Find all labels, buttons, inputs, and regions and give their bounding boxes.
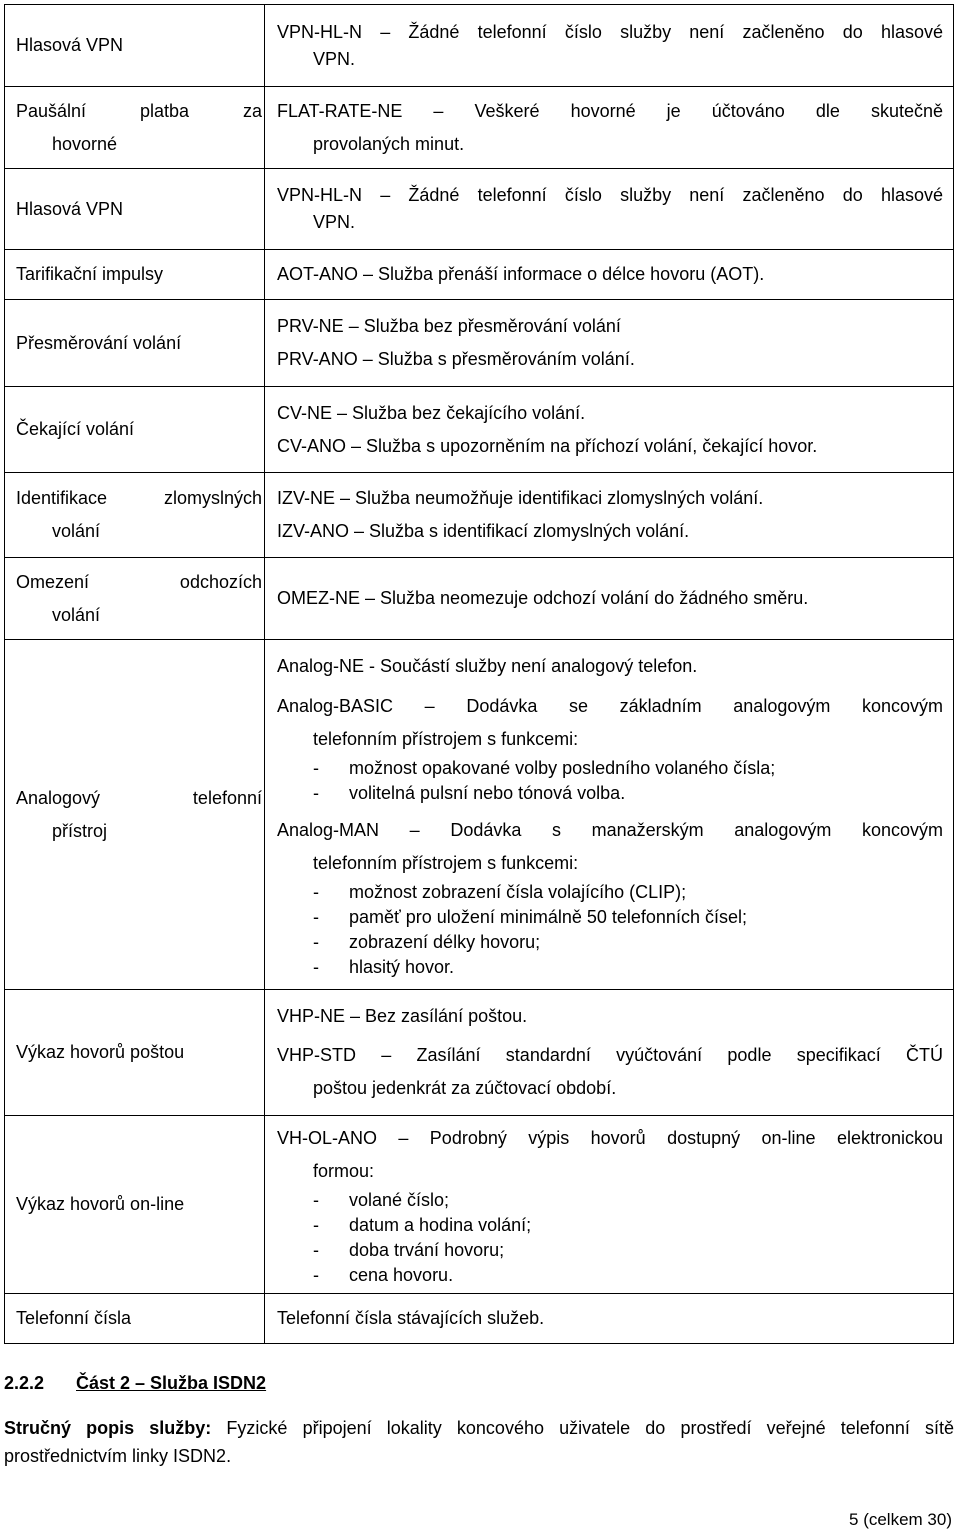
row-label <box>5 640 265 990</box>
value-line: VPN. <box>313 48 356 69</box>
row-value <box>265 640 954 990</box>
row-value <box>265 5 954 87</box>
label-line: přístroj <box>52 820 108 841</box>
value-line: VH-OL-ANO – Podrobný výpis hovorů dostupný on-line elektronickou <box>277 1127 943 1148</box>
row-value <box>265 558 954 640</box>
row-label: Přesměrování volání <box>5 300 265 387</box>
value-line: provolaných minut. <box>313 133 465 154</box>
row-label: Tarifikační impulsy <box>5 250 265 300</box>
value-line: telefonním přístrojem s funkcemi: <box>313 852 579 873</box>
row-value <box>265 473 954 558</box>
row-label: Výkaz hovorů on-line <box>5 1116 265 1294</box>
value-line: VPN-HL-N – Žádné telefonní číslo služby není začleněno do hlasové <box>277 185 943 205</box>
section-number: 2.2.2 <box>4 1373 45 1393</box>
value-line: Telefonní čísla stávajících služeb. <box>277 1308 545 1328</box>
value-line: IZV-NE – Služba neumožňuje identifikaci zlomyslných volání. <box>277 488 764 508</box>
value-line: PRV-ANO – Služba s přesměrováním volání. <box>277 349 635 369</box>
row-label: Hlasová VPN <box>5 169 265 250</box>
description-text: Fyzické připojení lokality koncového uživatele do prostředí veřejné telefonní sítě prostřednictvím linky ISDN2. <box>4 1418 954 1466</box>
list-item: - cena hovoru. <box>313 1264 454 1285</box>
label-line: Identifikace zlomyslných <box>16 488 262 508</box>
value-line: Analog-NE - Součástí služby není analogový telefon. <box>277 655 698 676</box>
value-line: VHP-STD – Zasílání standardní vyúčtování podle specifikací ČTÚ <box>277 1045 943 1065</box>
table-row <box>5 640 954 990</box>
table-row <box>5 473 954 558</box>
list-item: - doba trvání hovoru; <box>313 1239 505 1260</box>
row-value <box>265 1294 954 1344</box>
label-line: Analogový telefonní <box>16 787 262 808</box>
row-value <box>265 250 954 300</box>
table-row <box>5 5 954 87</box>
value-line: OMEZ-NE – Služba neomezuje odchozí volání do žádného směru. <box>277 588 809 608</box>
table-row <box>5 990 954 1116</box>
services-table <box>4 4 954 1344</box>
label-line: Omezení odchozích <box>16 571 262 592</box>
value-line: PRV-NE – Služba bez přesměrování volání <box>277 316 621 336</box>
table-row <box>5 1116 954 1294</box>
row-value <box>265 990 954 1116</box>
row-value <box>265 300 954 387</box>
label-line: hovorné <box>52 133 118 154</box>
row-label: Hlasová VPN <box>5 5 265 87</box>
row-label: Telefonní čísla <box>5 1294 265 1344</box>
row-value <box>265 169 954 250</box>
table-row <box>5 169 954 250</box>
section-title: Část 2 – Služba ISDN2 <box>76 1373 267 1393</box>
row-value <box>265 1116 954 1294</box>
value-line: Analog-MAN – Dodávka s manažerským analogovým koncovým <box>277 819 943 840</box>
list-item: - datum a hodina volání; <box>313 1214 532 1235</box>
list-item: - volitelná pulsní nebo tónová volba. <box>313 782 626 803</box>
value-line: AOT-ANO – Služba přenáší informace o délce hovoru (AOT). <box>277 264 765 284</box>
value-line: VHP-NE – Bez zasílání poštou. <box>277 1006 528 1026</box>
description-label: Stručný popis služby: <box>4 1418 212 1438</box>
table-row <box>5 87 954 169</box>
row-label <box>5 473 265 558</box>
value-line: FLAT-RATE-NE – Veškeré hovorné je účtováno dle skutečně <box>277 100 943 121</box>
label-line: volání <box>52 521 101 541</box>
section-heading <box>4 1373 266 1394</box>
value-line: CV-NE – Služba bez čekajícího volání. <box>277 402 586 423</box>
value-line: Analog-BASIC – Dodávka se základním analogovým koncovým <box>277 695 943 716</box>
value-line: VPN-HL-N – Žádné telefonní číslo služby není začleněno do hlasové <box>277 21 943 42</box>
value-line: telefonním přístrojem s funkcemi: <box>313 728 579 749</box>
row-label <box>5 558 265 640</box>
value-line: poštou jedenkrát za zúčtovací období. <box>313 1078 617 1098</box>
page-number: 5 (celkem 30) <box>849 1510 952 1529</box>
list-item: - volané číslo; <box>313 1189 450 1210</box>
row-label <box>5 87 265 169</box>
table-row <box>5 300 954 387</box>
table-row <box>5 387 954 473</box>
list-item: - paměť pro uložení minimálně 50 telefonních čísel; <box>313 906 747 927</box>
label-line: volání <box>52 604 101 625</box>
value-line: VPN. <box>313 212 356 232</box>
list-item: - možnost opakované volby posledního volaného čísla; <box>313 757 776 778</box>
list-item: - možnost zobrazení čísla volajícího (CLIP); <box>313 881 687 902</box>
list-item: - zobrazení délky hovoru; <box>313 931 541 952</box>
value-line: formou: <box>313 1160 375 1181</box>
service-description <box>4 1414 954 1470</box>
value-line: CV-ANO – Služba s upozorněním na příchozí volání, čekající hovor. <box>277 435 818 456</box>
label-line: Paušální platba za <box>16 100 262 121</box>
list-item: - hlasitý hovor. <box>313 956 455 977</box>
row-value <box>265 87 954 169</box>
table-row <box>5 250 954 300</box>
row-label: Výkaz hovorů poštou <box>5 990 265 1116</box>
table-row <box>5 558 954 640</box>
value-line: IZV-ANO – Služba s identifikací zlomyslných volání. <box>277 521 690 541</box>
row-label: Čekající volání <box>5 387 265 473</box>
row-value <box>265 387 954 473</box>
table-row <box>5 1294 954 1344</box>
